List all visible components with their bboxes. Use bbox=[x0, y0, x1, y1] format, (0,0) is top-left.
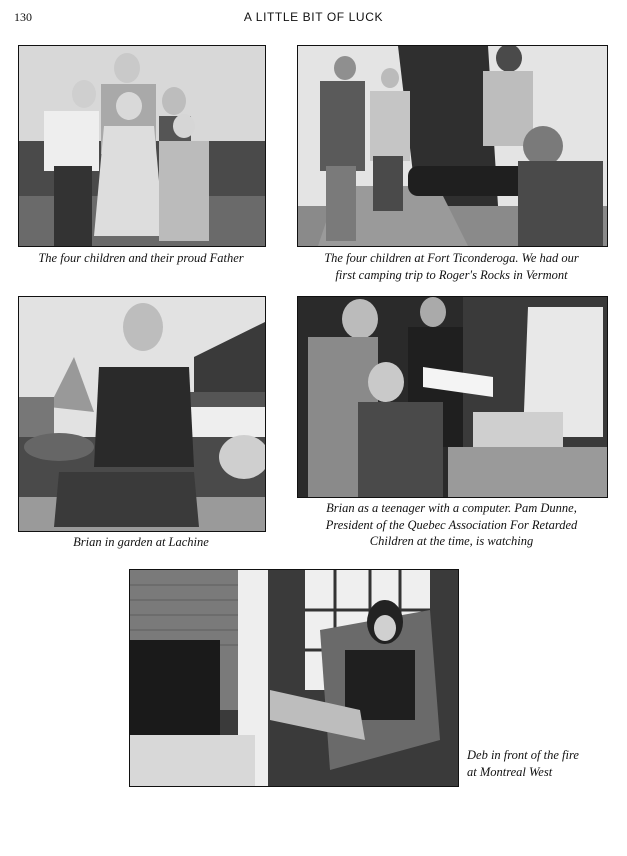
caption-brian-computer: Brian as a teenager with a computer. Pam Dunne, President of the Quebec Association For Retarded Children at the time, is watching bbox=[325, 501, 578, 548]
photo-brian-garden bbox=[18, 296, 266, 532]
caption-fort-ticonderoga: The four children at Fort Ticonderoga. We had our first camping trip to Roger's Rocks in Vermont bbox=[324, 251, 579, 282]
caption-deb-fire: Deb in front of the fire at Montreal West bbox=[467, 748, 579, 779]
photo-brian-computer bbox=[297, 296, 608, 498]
page-number: 130 bbox=[14, 10, 32, 24]
caption-brian-garden: Brian in garden at Lachine bbox=[73, 535, 209, 549]
running-title: A LITTLE BIT OF LUCK bbox=[243, 10, 384, 24]
caption-four-children-father: The four children and their proud Father bbox=[38, 251, 244, 265]
photo-fort-ticonderoga bbox=[297, 45, 608, 247]
photo-four-children-father bbox=[18, 45, 266, 247]
photo-deb-fire bbox=[129, 569, 459, 787]
